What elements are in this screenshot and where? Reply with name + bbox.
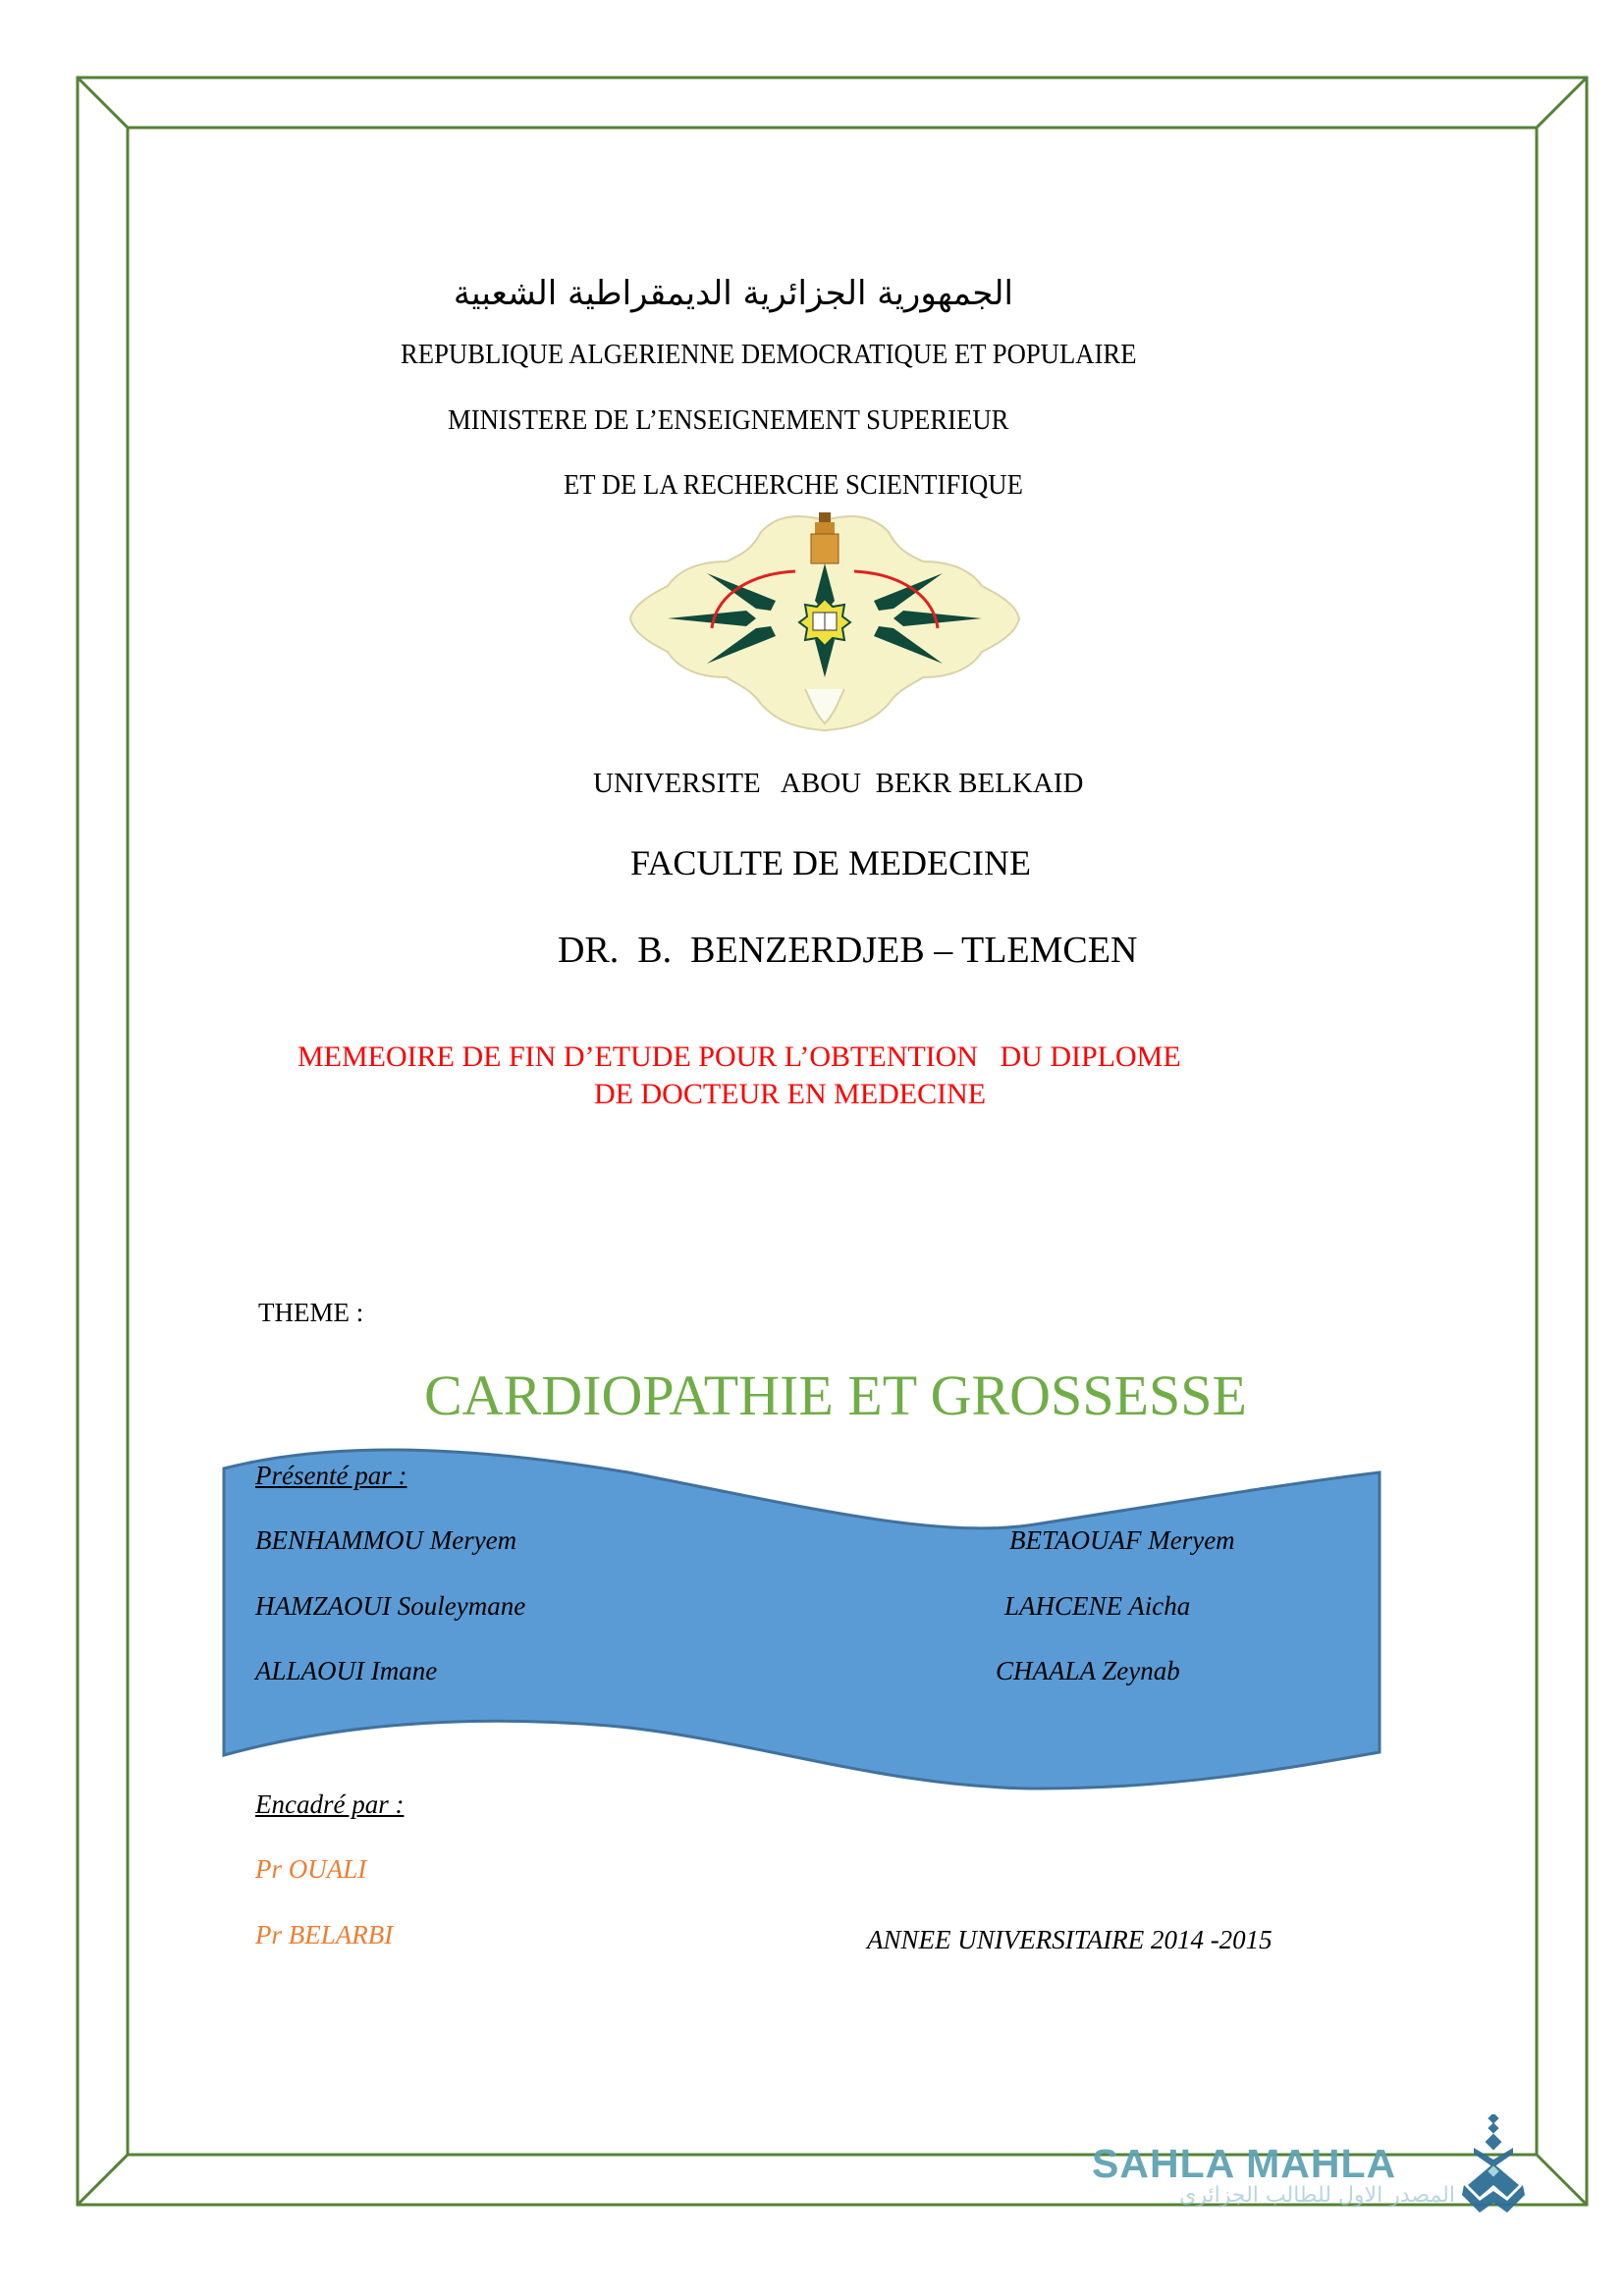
author-right-3: CHAALA Zeynab xyxy=(996,1656,1180,1685)
faculty-dedication: DR. B. BENZERDJEB – TLEMCEN xyxy=(558,930,1138,971)
author-left-1: BENHAMMOU Meryem xyxy=(255,1525,517,1555)
university-name: UNIVERSITE ABOU BEKR BELKAID xyxy=(593,768,1084,799)
supervised-by-label: Encadré par : xyxy=(255,1789,405,1819)
sahla-mahla-logo-icon xyxy=(1460,2114,1527,2216)
supervisor-2: Pr BELARBI xyxy=(255,1920,394,1949)
academic-year: ANNEE UNIVERSITAIRE 2014 -2015 xyxy=(867,1925,1272,1954)
watermark-brand: SAHLA MAHLA xyxy=(1092,2141,1397,2186)
author-right-1: BETAOUAF Meryem xyxy=(1009,1525,1235,1555)
presented-by-label: Présenté par : xyxy=(255,1461,407,1490)
author-left-2: HAMZAOUI Souleymane xyxy=(255,1591,526,1621)
author-left-3: ALLAOUI Imane xyxy=(255,1656,438,1685)
arabic-republic-title: الجمهورية الجزائرية الديمقراطية الشعبية xyxy=(453,274,1013,313)
ministry-line-1: MINISTERE DE L’ENSEIGNEMENT SUPERIEUR xyxy=(448,404,1009,436)
author-right-2: LAHCENE Aicha xyxy=(1004,1591,1191,1621)
thesis-title: CARDIOPATHIE ET GROSSESSE xyxy=(424,1363,1247,1427)
thesis-purpose-line-2: DE DOCTEUR EN MEDECINE xyxy=(594,1078,987,1110)
theme-label: THEME : xyxy=(258,1298,364,1327)
faculty-name: FACULTE DE MEDECINE xyxy=(630,843,1031,882)
supervisor-1: Pr OUALI xyxy=(255,1854,367,1884)
thesis-purpose-line-1: MEMEOIRE DE FIN D’ETUDE POUR L’OBTENTION DU DIPLOME xyxy=(298,1041,1181,1073)
republic-title: REPUBLIQUE ALGERIENNE DEMOCRATIQUE ET POPULAIRE xyxy=(401,339,1137,370)
watermark-tagline: المصدر الاول للطالب الجزائري xyxy=(1179,2183,1455,2208)
ministry-line-2: ET DE LA RECHERCHE SCIENTIFIQUE xyxy=(564,469,1023,501)
